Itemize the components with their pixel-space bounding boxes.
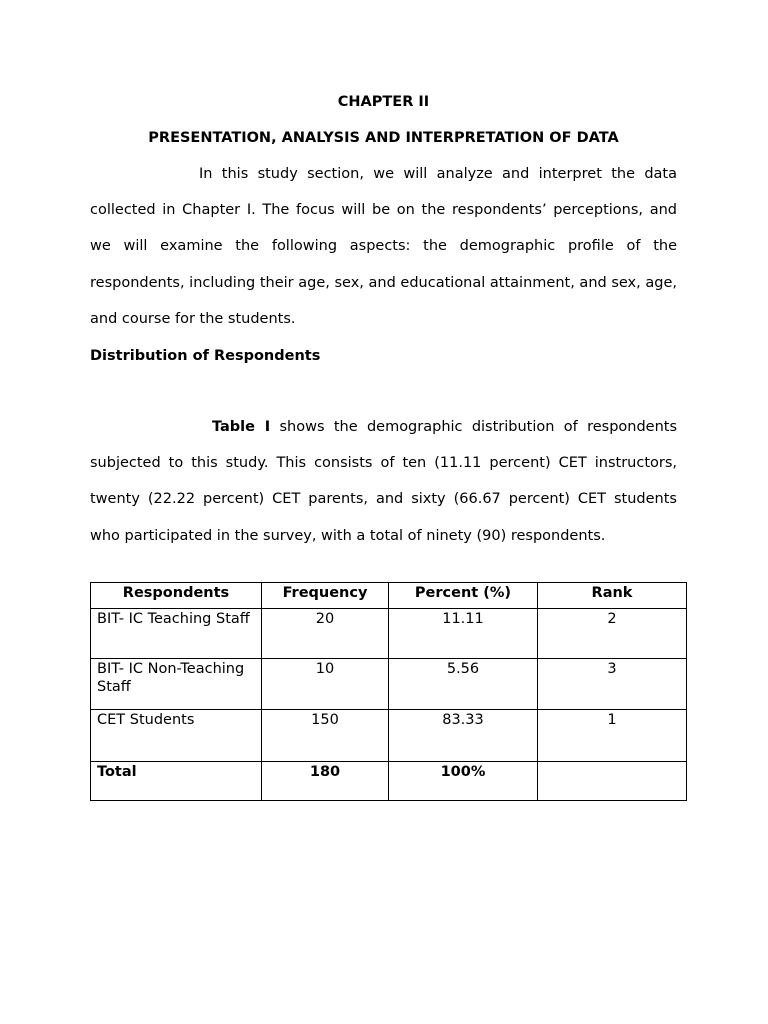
table-reference: Table I (212, 419, 271, 435)
cell-frequency: 150 (262, 710, 389, 762)
cell-total-label: Total (91, 762, 262, 801)
table-row (91, 710, 687, 762)
cell-rank: 3 (538, 659, 687, 710)
cell-frequency: 10 (262, 659, 389, 710)
cell-rank: 1 (538, 710, 687, 762)
cell-rank: 2 (538, 609, 687, 659)
cell-respondent: BIT- IC Teaching Staff (91, 609, 262, 659)
table-total-row (91, 762, 687, 801)
intro-paragraph (90, 156, 677, 337)
cell-percent: 11.11 (389, 609, 538, 659)
table-row (91, 659, 687, 710)
header-rank: Rank (538, 583, 687, 609)
respondents-table (90, 582, 687, 801)
cell-frequency: 20 (262, 609, 389, 659)
cell-percent: 83.33 (389, 710, 538, 762)
header-frequency: Frequency (262, 583, 389, 609)
table-description-text: shows the demographic distribution of respondents subjected to this study. This consists of ten (11.11 percent) CET instructors, twenty (22.22 percent) CET parents, and sixty (66.67 percent) CET students who participated in the survey, with a total of ninety (90) respondents. (90, 419, 678, 544)
table-header-row (91, 583, 687, 609)
cell-total-frequency: 180 (262, 762, 389, 801)
chapter-title: PRESENTATION, ANALYSIS AND INTERPRETATION OF DATA (148, 130, 619, 146)
cell-total-rank (538, 762, 687, 801)
cell-percent: 5.56 (389, 659, 538, 710)
header-respondents: Respondents (91, 583, 262, 609)
intro-paragraph-text: In this study section, we will analyze and interpret the data collected in Chapter I. The focus will be on the respondents’ perceptions, and we will examine the following aspects: the demographic profile of the respondents, including their age, sex, and educational attainment, and sex, age, and course for the students. (90, 166, 677, 327)
table-row (91, 609, 687, 659)
table-description-paragraph (90, 409, 677, 554)
cell-total-percent: 100% (389, 762, 538, 801)
cell-respondent: BIT- IC Non-Teaching Staff (91, 659, 262, 710)
chapter-heading: CHAPTER II (337, 94, 430, 110)
header-percent: Percent (%) (389, 583, 538, 609)
cell-respondent: CET Students (91, 710, 262, 762)
section-heading: Distribution of Respondents (90, 348, 321, 364)
